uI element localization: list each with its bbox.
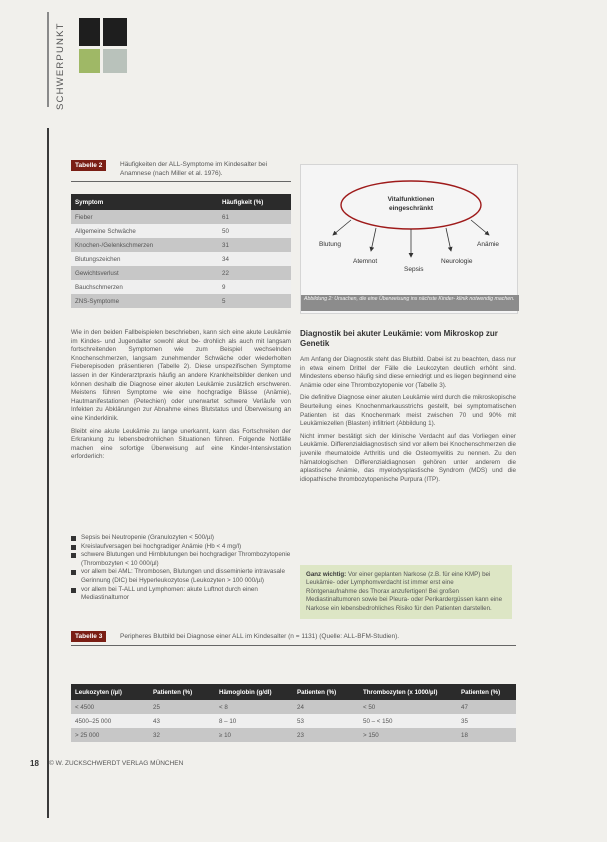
arrow-neurologie [446, 228, 451, 251]
table-cell: 50 [218, 224, 291, 238]
section-label: SCHWERPUNKT [55, 22, 66, 110]
left-column [71, 329, 291, 466]
table-cell: < 8 [215, 700, 293, 714]
logo-square-green [79, 49, 100, 73]
table-cell: 34 [218, 252, 291, 266]
table-row [71, 728, 516, 742]
label-neurologie: Neurologie [441, 258, 473, 265]
table-cell: Allgemeine Schwäche [71, 224, 218, 238]
list-item: Sepsis bei Neutropenie (Granulozyten < 500/µl) [71, 534, 291, 543]
list-item: vor allem bei AML: Thrombosen, Blutungen und disseminierte intravasale Gerinnung (DIC) bei Hyperleukozytose (Leukozyten > 100 000/µl) [71, 568, 291, 585]
table-cell: 43 [149, 714, 215, 728]
emergency-diagram [300, 164, 518, 314]
table-row [71, 210, 291, 224]
table-cell: Gewichtsverlust [71, 266, 218, 280]
table-cell: > 150 [359, 728, 457, 742]
table3-header: Patienten (%) [149, 684, 215, 700]
table3 [71, 684, 516, 742]
table-cell: 18 [457, 728, 516, 742]
table-row [71, 294, 291, 308]
table-row [71, 266, 291, 280]
table-row [71, 280, 291, 294]
logo-square-black-2 [103, 18, 127, 46]
table-cell: 25 [149, 700, 215, 714]
table-cell: Blutungszeichen [71, 252, 218, 266]
table3-rule [71, 645, 516, 646]
list-item: schwere Blutungen und Hirnblutungen bei hochgradiger Thrombozytopenie (Thrombozyten < 10 000/µl) [71, 551, 291, 568]
table-cell: 35 [457, 714, 516, 728]
right-paragraph-1: Am Anfang der Diagnostik steht das Blutbild. Dabei ist zu beachten, dass nur in etwa einem Drittel der Fälle die Leukozyten deutlich erhöht sind. Mindestens ebenso häufig sind diese erniedrigt und es liegen beginnend eine Anämie oder eine Thrombozytopenie vor (Tabelle 3). [300, 356, 516, 389]
label-sepsis: Sepsis [404, 266, 424, 273]
left-paragraph-1: Wie in den beiden Fallbeispielen beschrieben, kann sich eine akute Leukämie im Kindes- und Jugendalter sowohl akut be- drohlich als auch mit langsam fortschreitenden Symptomen wie zum Beispiel wechselnden Knochenschmerzen, langsam zunehmender Schwäche oder wiederholten Fieberepisoden präsentieren (Tabelle 2). Diese unspezifischen Symptome lassen in der Kinderarztpraxis häufig an andere Krankheitsbilder denken und können deshalb die Diagnose einer akuten Leukämie zusätzlich erschweren. Meistens führen Symptome wie eine hochgradige Blässe (Anämie), Hautmanifestationen (Petechien) oder unerwartet schwere Verläufe von Infekten zu Abklärungen zur Abnahme eines Blutstatus und Überweisung an eine Kinderklinik. [71, 329, 291, 422]
diagram-svg [301, 165, 517, 295]
logo-square-black-1 [79, 18, 100, 46]
table3-header: Patienten (%) [457, 684, 516, 700]
emergency-list [71, 534, 291, 603]
table-cell: 24 [293, 700, 359, 714]
table3-header: Thrombozyten (x 1000/µl) [359, 684, 457, 700]
warning-title: Ganz wichtig: [306, 571, 347, 578]
table3-caption: Peripheres Blutbild bei Diagnose einer ALL im Kindesalter (n = 1131) (Quelle: ALL-BFM-Studien). [120, 633, 400, 640]
table-cell: ≥ 10 [215, 728, 293, 742]
label-blutung: Blutung [319, 241, 342, 248]
table-cell: < 4500 [71, 700, 149, 714]
table-cell: ZNS-Symptome [71, 294, 218, 308]
table-cell: 9 [218, 280, 291, 294]
list-item: Kreislaufversagen bei hochgradiger Anämie (Hb < 4 mg/l) [71, 543, 291, 552]
table-cell: < 50 [359, 700, 457, 714]
list-item: vor allem bei T-ALL und Lymphomen: akute Luftnot durch einen Mediastinaltumor [71, 586, 291, 603]
right-heading: Diagnostik bei akuter Leukämie: vom Mikroskop zur Genetik [300, 329, 498, 348]
table2-rule [71, 181, 291, 182]
table-cell: 4500–25 000 [71, 714, 149, 728]
warning-box [300, 565, 512, 619]
table-cell: 23 [293, 728, 359, 742]
table-row [71, 714, 516, 728]
arrow-anaemie [471, 220, 489, 235]
table-cell: 32 [149, 728, 215, 742]
table-cell: Fieber [71, 210, 218, 224]
side-rule-top [47, 12, 49, 107]
table3-label: Tabelle 3 [71, 631, 106, 642]
table2-header-symptom: Symptom [71, 194, 218, 210]
page-number: 18 [30, 759, 39, 768]
table-cell: 61 [218, 210, 291, 224]
table3-header: Hämoglobin (g/dl) [215, 684, 293, 700]
right-column [300, 356, 516, 488]
table2-caption: Häufigkeiten der ALL-Symptome im Kindesalter bei Anamnese (nach Miller et al. 1976). [120, 161, 268, 177]
table3-header: Patienten (%) [293, 684, 359, 700]
table-cell: 31 [218, 238, 291, 252]
table-row [71, 252, 291, 266]
center-line2: eingeschränkt [388, 205, 434, 212]
table-row [71, 224, 291, 238]
table-row [71, 700, 516, 714]
logo-square-grey [103, 49, 127, 73]
center-line1: Vitalfunktionen [387, 196, 435, 203]
table2 [71, 194, 291, 308]
arrow-atemnot [371, 228, 376, 251]
table-cell: > 25 000 [71, 728, 149, 742]
table-cell: 22 [218, 266, 291, 280]
table2-label: Tabelle 2 [71, 160, 106, 171]
label-atemnot: Atemnot [353, 258, 378, 265]
table-cell: Bauchschmerzen [71, 280, 218, 294]
table2-header-frequency: Häufigkeit (%) [218, 194, 291, 210]
table-row [71, 238, 291, 252]
side-rule [47, 128, 49, 818]
label-anaemie: Anämie [477, 241, 500, 248]
table3-header: Leukozyten (/µl) [71, 684, 149, 700]
table-cell: 50 – < 150 [359, 714, 457, 728]
right-paragraph-2: Die definitive Diagnose einer akuten Leukämie wird durch die mikroskopische Beurteilung eines Knochenmarkausstrichs gestellt, bei symptomatischen Patienten ist das Knochenmark meist zwischen 70 und 90% mit Leukämiezellen (Blasten) infiltriert (Abbildung 1). [300, 394, 516, 428]
table-cell: 53 [293, 714, 359, 728]
table-cell: 8 – 10 [215, 714, 293, 728]
table-cell: Knochen-/Gelenkschmerzen [71, 238, 218, 252]
table-cell: 47 [457, 700, 516, 714]
table-cell: 5 [218, 294, 291, 308]
left-paragraph-2: Bleibt eine akute Leukämie zu lange unerkannt, kann das Fortschreiten der Erkrankung zu lebensbedrohlichen Situationen führen. Folgende Notfälle machen eine sofortige Überweisung auf eine Kinder-Intensivstation erforderlich: [71, 427, 291, 461]
diagram-caption: Abbildung 2: Ursachen, die eine Überweisung ins nächste Kinder- klinik notwendig machen. [301, 295, 519, 311]
warning-text: Vor einer geplanten Narkose (z.B. für eine KMP) bei Leukämie- oder Lymphomverdacht ist immer erst eine Röntgenaufnahme des Thorax anzufertigen! Bei großen Mediastinaltumoren sowie bei Pleura- oder Perikardergüssen kann eine Narkose ein lebensbedrohliches Risiko für den Patienten darstellen. [306, 571, 503, 612]
arrow-blutung [333, 220, 351, 235]
publisher-footer: © W. ZUCKSCHWERDT VERLAG MÜNCHEN [49, 760, 184, 767]
right-paragraph-3: Nicht immer bestätigt sich der klinische Verdacht auf das Vorliegen einer Leukämie. Differenzialdiagnostisch sind vor allem bei Knochenschmerzen die juvenile rheumatoide Arthritis und die Osteomyelitis zu nennen. Zu den hämatologischen Differenzialdiagnosen gehören unter anderem die aplastische Anämie, das myelodysplastische Syndrom (MDS) und die idiopathische thrombozytopenische Purpura (ITP). [300, 432, 516, 483]
